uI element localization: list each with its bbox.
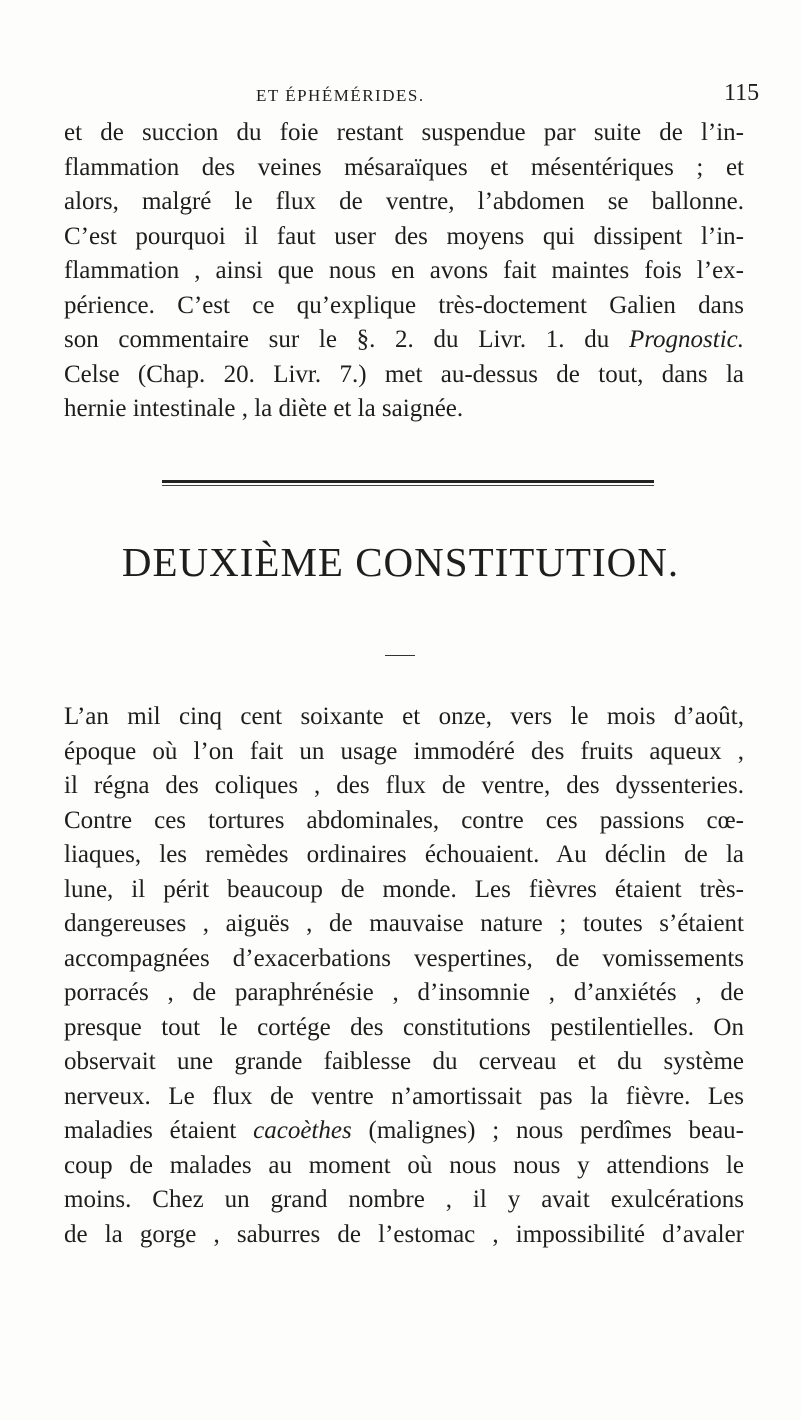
text-line [64,323,744,358]
italic-title: Prognostic. [628,326,744,353]
text-line: accompagnées d’exacerbations vespertines, de vomissements [64,944,744,972]
text-line: dangereuses , aiguës , de mauvaise nature ; toutes s’étaient [64,910,744,937]
paragraph-1 [64,116,744,427]
text-line: il régna des coliques , des flux de ventre, des dyssenteries. [64,772,744,799]
text-line: porracés , de paraphrénésie , d’insomnie , d’anxiétés , de [64,979,744,1006]
text-segment: maladies étaient [64,1117,254,1144]
text-line: moins. Chez un grand nombre , il y avait exulcérations [64,1186,744,1213]
text-line: flammation , ainsi que nous en avons fait maintes fois l’ex- [64,257,744,284]
italic-term: cacoèthes [253,1117,352,1144]
text-line: et de succion du foie restant suspendue par suite de l’in- [64,119,744,146]
section-divider-thin [162,485,654,486]
text-line: de la gorge , saburres de l’estomac , impossibilité d’avaler [64,1220,744,1248]
text-line: coup de malades au moment où nous nous y attendions le [64,1151,744,1179]
section-title: DEUXIÈME CONSTITUTION. [121,539,680,585]
text-line: presque tout le cortége des constitutions pestilentielles. On [64,1013,744,1041]
section-divider-thick [162,480,654,483]
text-line: nerveux. Le flux de ventre n’amortissait pas la fièvre. Les [64,1082,744,1110]
text-line: flammation des veines mésaraïques et mésentériques ; et [64,153,744,181]
text-line [64,1114,744,1149]
text-line: C’est pourquoi il faut user des moyens qui dissipent l’in- [64,222,744,250]
page-number: 115 [724,80,760,106]
running-head: ET ÉPHÉMÉRIDES. [256,86,425,105]
text-line: Contre ces tortures abdominales, contre ces passions cœ- [64,806,744,834]
short-divider [385,655,415,656]
text-line: hernie intestinale , la diète et la saignée. [64,395,464,422]
text-line: époque où l’on fait un usage immodéré des fruits aqueux , [64,737,744,765]
text-segment: (malignes) ; nous perdîmes beau- [351,1117,745,1144]
text-segment: son commentaire sur le §. 2. du Livr. 1. du [64,326,629,353]
text-line: L’an mil cinq cent soixante et onze, vers le mois d’août, [64,703,744,730]
text-line: alors, malgré le flux de ventre, l’abdomen se ballonne. [64,188,744,215]
text-line: liaques, les remèdes ordinaires échouaient. Au déclin de la [64,841,744,868]
text-line: lune, il périt beaucoup de monde. Les fièvres étaient très- [64,875,744,903]
text-line: périence. C’est ce qu’explique très-doctement Galien dans [64,291,744,319]
text-line: observait une grande faiblesse du cerveau et du système [64,1048,744,1075]
text-line: Celse (Chap. 20. Livr. 7.) met au-dessus de tout, dans la [64,360,744,388]
paragraph-2 [64,700,744,1252]
